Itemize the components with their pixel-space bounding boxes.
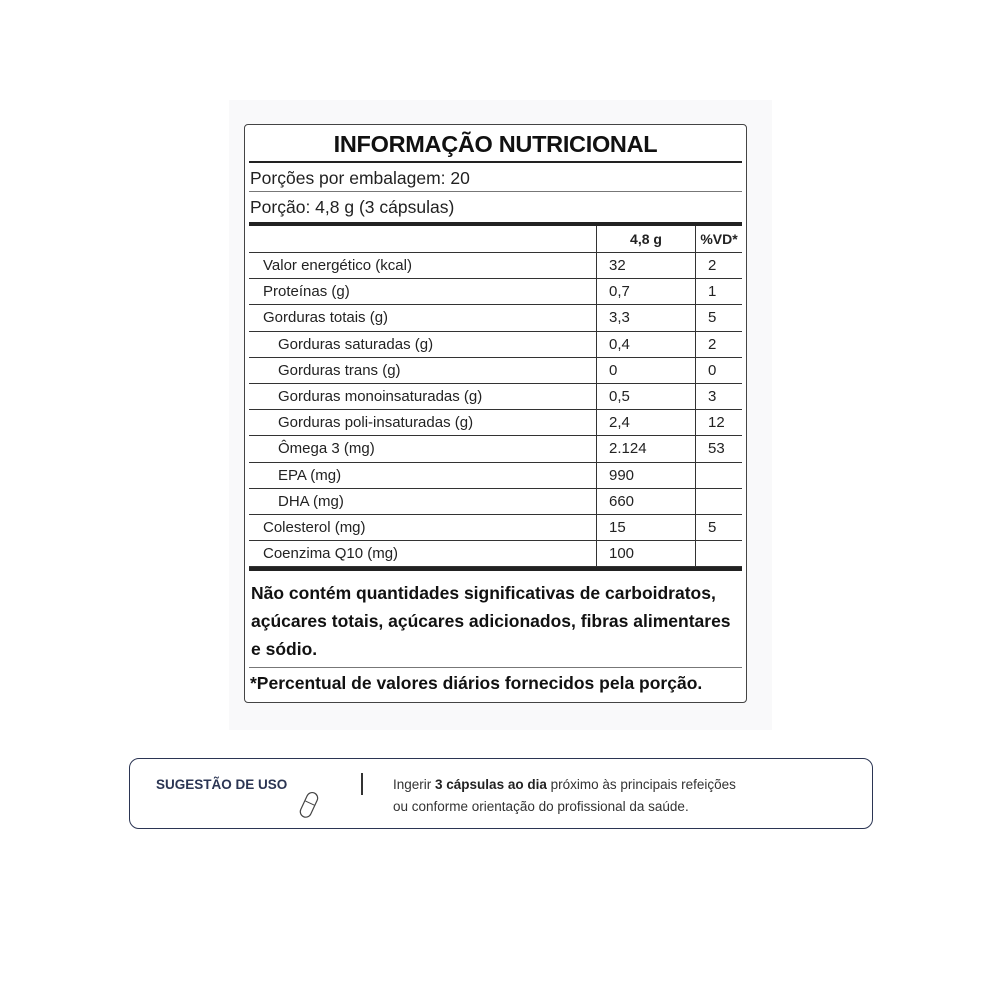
usage-instructions <box>393 774 736 818</box>
nutrient-amount: 660 <box>597 488 696 514</box>
nutrient-name: Coenzima Q10 (mg) <box>249 541 597 567</box>
nutrient-daily-value <box>696 462 743 488</box>
usage-separator <box>361 773 363 795</box>
table-row <box>249 436 742 462</box>
nutrient-daily-value <box>696 488 743 514</box>
capsule-icon <box>298 789 320 828</box>
nutrient-daily-value: 5 <box>696 305 743 331</box>
nutrient-daily-value: 2 <box>696 253 743 279</box>
nutrient-amount: 0 <box>597 357 696 383</box>
label-title: INFORMAÇÃO NUTRICIONAL <box>333 131 658 157</box>
nutrient-name: Gorduras totais (g) <box>249 305 597 331</box>
nutrient-name: Gorduras poli-insaturadas (g) <box>249 410 597 436</box>
usage-title: SUGESTÃO DE USO <box>156 777 288 792</box>
nutrient-daily-value: 12 <box>696 410 743 436</box>
nutrient-daily-value <box>696 541 743 567</box>
table-row <box>249 279 742 305</box>
nutrient-amount: 3,3 <box>597 305 696 331</box>
servings-divider <box>249 191 742 192</box>
table-row <box>249 410 742 436</box>
nutrient-amount: 2,4 <box>597 410 696 436</box>
nutrient-name: Proteínas (g) <box>249 279 597 305</box>
title-divider <box>249 161 742 163</box>
nutrient-amount: 15 <box>597 514 696 540</box>
nutrient-name: EPA (mg) <box>249 462 597 488</box>
nutrient-daily-value: 2 <box>696 331 743 357</box>
nutrient-name: Gorduras trans (g) <box>249 357 597 383</box>
nutrient-name: Valor energético (kcal) <box>249 253 597 279</box>
table-row <box>249 383 742 409</box>
table-row <box>249 357 742 383</box>
nutrient-amount: 990 <box>597 462 696 488</box>
serving-size: Porção: 4,8 g (3 cápsulas) <box>250 197 455 217</box>
nutrient-daily-value: 53 <box>696 436 743 462</box>
nutrient-amount: 0,5 <box>597 383 696 409</box>
table-row <box>249 488 742 514</box>
nutrient-daily-value: 1 <box>696 279 743 305</box>
nutrient-daily-value: 3 <box>696 383 743 409</box>
table-row <box>249 305 742 331</box>
nutrient-amount: 100 <box>597 541 696 567</box>
nutrient-amount: 32 <box>597 253 696 279</box>
table-row <box>249 514 742 540</box>
column-header-amount: 4,8 g <box>597 226 696 253</box>
not-significant-note: Não contém quantidades significativas de carboidratos, açúcares totais, açúcares adicionados, fibras alimentares e sódio. <box>251 583 731 659</box>
nutrient-name: Colesterol (mg) <box>249 514 597 540</box>
usage-text-pre: Ingerir <box>393 777 436 792</box>
nutrient-name: Ômega 3 (mg) <box>249 436 597 462</box>
note-divider <box>249 667 742 668</box>
thick-divider-bottom <box>249 567 742 571</box>
usage-text-bold: 3 cápsulas ao dia <box>435 777 547 792</box>
usage-suggestion-box <box>129 758 873 829</box>
nutrient-daily-value: 0 <box>696 357 743 383</box>
usage-text-post: próximo às principais refeições <box>546 777 736 792</box>
table-row <box>249 541 742 567</box>
table-row <box>249 331 742 357</box>
table-row <box>249 253 742 279</box>
usage-text-line2: ou conforme orientação do profissional da saúde. <box>393 799 689 814</box>
table-header-row <box>249 226 742 253</box>
nutrition-table <box>249 226 742 567</box>
column-header-name <box>249 226 597 253</box>
nutrient-amount: 2.124 <box>597 436 696 462</box>
nutrient-name: Gorduras monoinsaturadas (g) <box>249 383 597 409</box>
nutrient-daily-value: 5 <box>696 514 743 540</box>
table-row <box>249 462 742 488</box>
column-header-dv: %VD* <box>696 226 743 253</box>
nutrient-name: Gorduras saturadas (g) <box>249 331 597 357</box>
nutrient-name: DHA (mg) <box>249 488 597 514</box>
servings-per-package: Porções por embalagem: 20 <box>250 168 470 188</box>
daily-value-footnote: *Percentual de valores diários fornecidos pela porção. <box>250 673 703 693</box>
nutrition-label <box>244 124 747 703</box>
nutrient-amount: 0,7 <box>597 279 696 305</box>
nutrient-amount: 0,4 <box>597 331 696 357</box>
